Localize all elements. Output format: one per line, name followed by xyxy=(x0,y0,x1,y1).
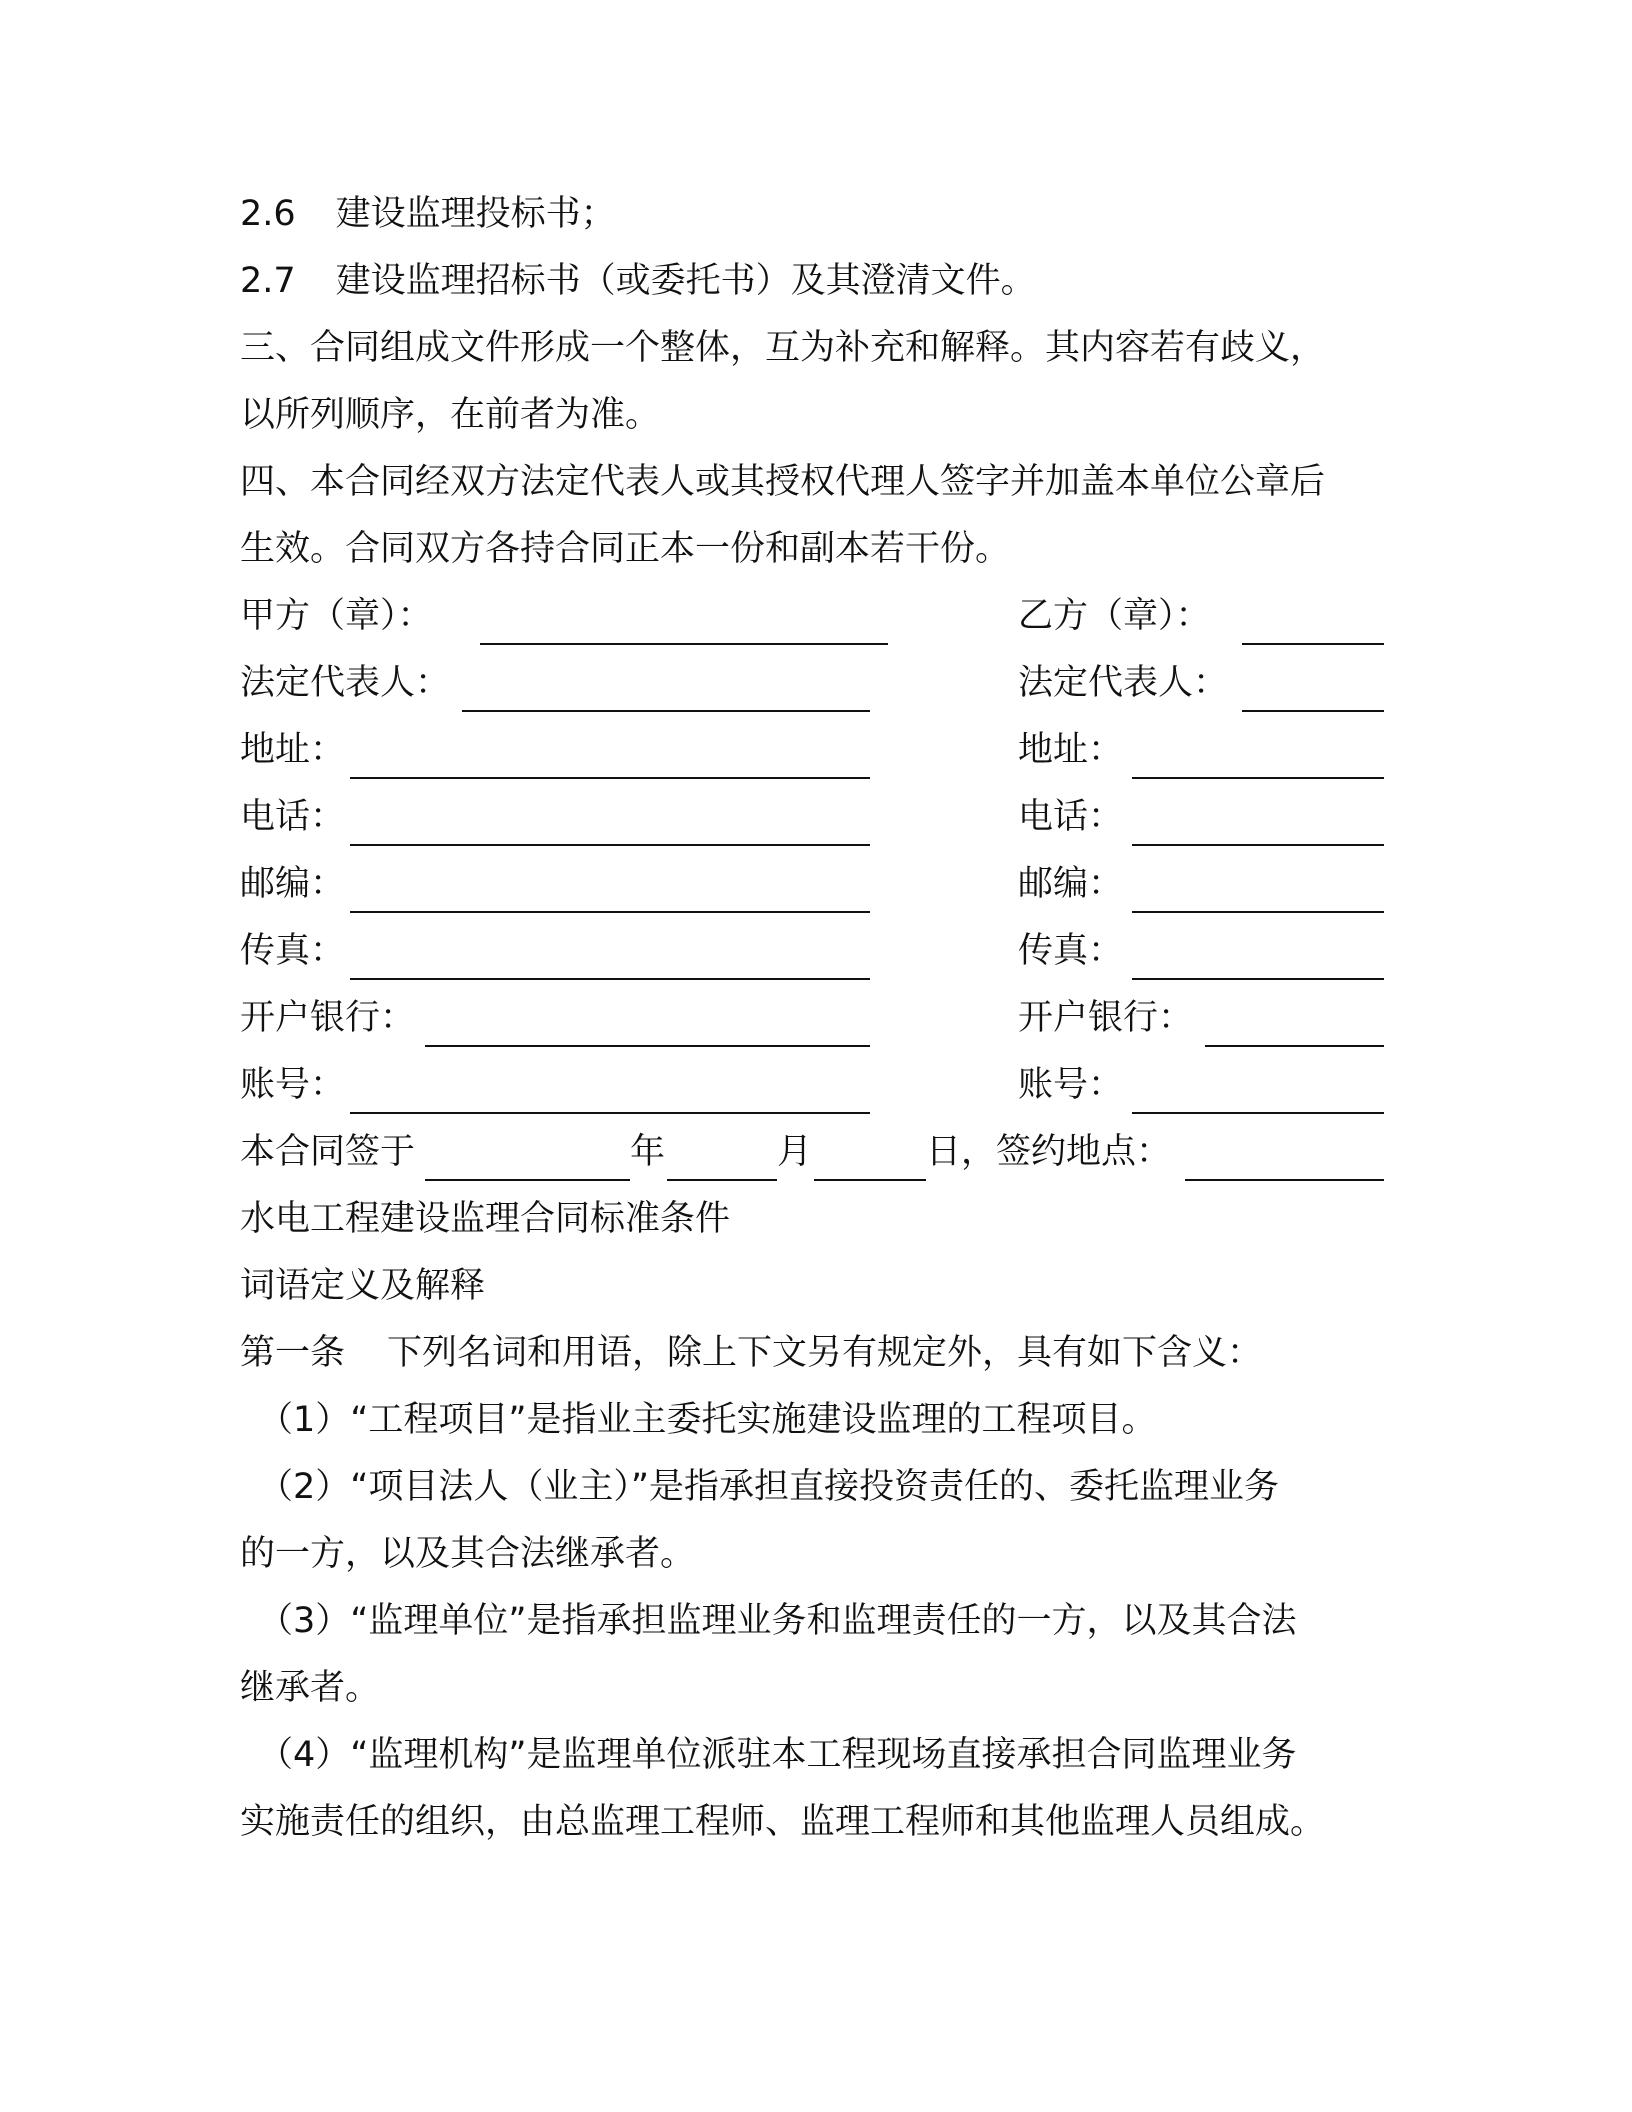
party-b-address-label: 地址： xyxy=(1018,730,1124,770)
party-b-bank-line xyxy=(1205,1045,1384,1047)
party-a-seal-line xyxy=(480,643,888,645)
standard-title: 水电工程建设监理合同标准条件 xyxy=(240,1199,731,1239)
party-b-seal-label: 乙方（章）： xyxy=(1018,596,1211,636)
paragraph-3-line-1: 三、合同组成文件形成一个整体，互为补充和解释。其内容若有歧义， xyxy=(240,328,1326,368)
sign-date-prefix: 本合同签于 xyxy=(240,1132,416,1172)
party-a-phone-label: 电话： xyxy=(240,797,346,837)
article-text: 下列名词和用语，除上下文另有规定外，具有如下含义： xyxy=(387,1333,1263,1373)
item-number: 2.7 xyxy=(240,261,296,301)
party-b-phone-line xyxy=(1132,844,1384,846)
party-a-bank-line xyxy=(425,1045,870,1047)
definition-2-line-1: （2）“项目法人（业主）”是指承担直接投资责任的、委托监理业务 xyxy=(258,1467,1280,1507)
article-1 xyxy=(240,1332,1262,1374)
party-b-rep-line xyxy=(1242,710,1384,712)
definition-4-line-2: 实施责任的组织，由总监理工程师、监理工程师和其他监理人员组成。 xyxy=(240,1802,1326,1842)
list-item xyxy=(240,260,1036,302)
paragraph-4-line-2: 生效。合同双方各持合同正本一份和副本若干份。 xyxy=(240,529,1011,569)
party-b-bank-label: 开户银行： xyxy=(1018,998,1194,1038)
paragraph-3-line-2: 以所列顺序，在前者为准。 xyxy=(240,395,661,435)
party-a-bank-label: 开户银行： xyxy=(240,998,416,1038)
definition-4-line-1: （4）“监理机构”是监理单位派驻本工程现场直接承担合同监理业务 xyxy=(258,1735,1297,1775)
party-a-account-line xyxy=(350,1112,870,1114)
party-b-fax-label: 传真： xyxy=(1018,931,1124,971)
party-b-seal-line xyxy=(1242,643,1384,645)
sign-month-line xyxy=(667,1179,777,1181)
definitions-heading: 词语定义及解释 xyxy=(240,1266,486,1306)
item-number: 2.6 xyxy=(240,194,296,234)
party-b-fax-line xyxy=(1132,978,1384,980)
sign-year-label: 年 xyxy=(630,1132,666,1172)
party-b-account-line xyxy=(1132,1112,1384,1114)
definition-2-line-2: 的一方，以及其合法继承者。 xyxy=(240,1534,696,1574)
party-b-postcode-label: 邮编： xyxy=(1018,864,1124,904)
party-b-phone-label: 电话： xyxy=(1018,797,1124,837)
sign-year-line xyxy=(425,1179,630,1181)
sign-place-line xyxy=(1185,1179,1384,1181)
definition-3-line-2: 继承者。 xyxy=(240,1668,381,1708)
sign-day-place-label: 日，签约地点： xyxy=(926,1132,1172,1172)
party-a-postcode-label: 邮编： xyxy=(240,864,346,904)
party-b-postcode-line xyxy=(1132,911,1384,913)
sign-day-line xyxy=(814,1179,926,1181)
paragraph-4-line-1: 四、本合同经双方法定代表人或其授权代理人签字并加盖本单位公章后 xyxy=(240,462,1326,502)
definition-1: （1）“工程项目”是指业主委托实施建设监理的工程项目。 xyxy=(258,1400,1157,1440)
party-a-postcode-line xyxy=(350,911,870,913)
sign-month-label: 月 xyxy=(777,1132,813,1172)
party-a-fax-label: 传真： xyxy=(240,931,346,971)
party-a-phone-line xyxy=(350,844,870,846)
party-a-address-line xyxy=(350,777,870,779)
party-a-rep-label: 法定代表人： xyxy=(240,663,451,703)
party-b-account-label: 账号： xyxy=(1018,1065,1124,1105)
item-text: 建设监理投标书； xyxy=(335,194,616,234)
party-a-rep-line xyxy=(462,710,870,712)
article-label: 第一条 xyxy=(240,1333,346,1373)
item-text: 建设监理招标书（或委托书）及其澄清文件。 xyxy=(335,261,1036,301)
party-a-seal-label: 甲方（章）： xyxy=(240,596,433,636)
party-b-address-line xyxy=(1132,777,1384,779)
party-a-account-label: 账号： xyxy=(240,1065,346,1105)
party-a-address-label: 地址： xyxy=(240,730,346,770)
party-a-fax-line xyxy=(350,978,870,980)
list-item xyxy=(240,193,616,235)
definition-3-line-1: （3）“监理单位”是指承担监理业务和监理责任的一方，以及其合法 xyxy=(258,1601,1297,1641)
party-b-rep-label: 法定代表人： xyxy=(1018,663,1229,703)
